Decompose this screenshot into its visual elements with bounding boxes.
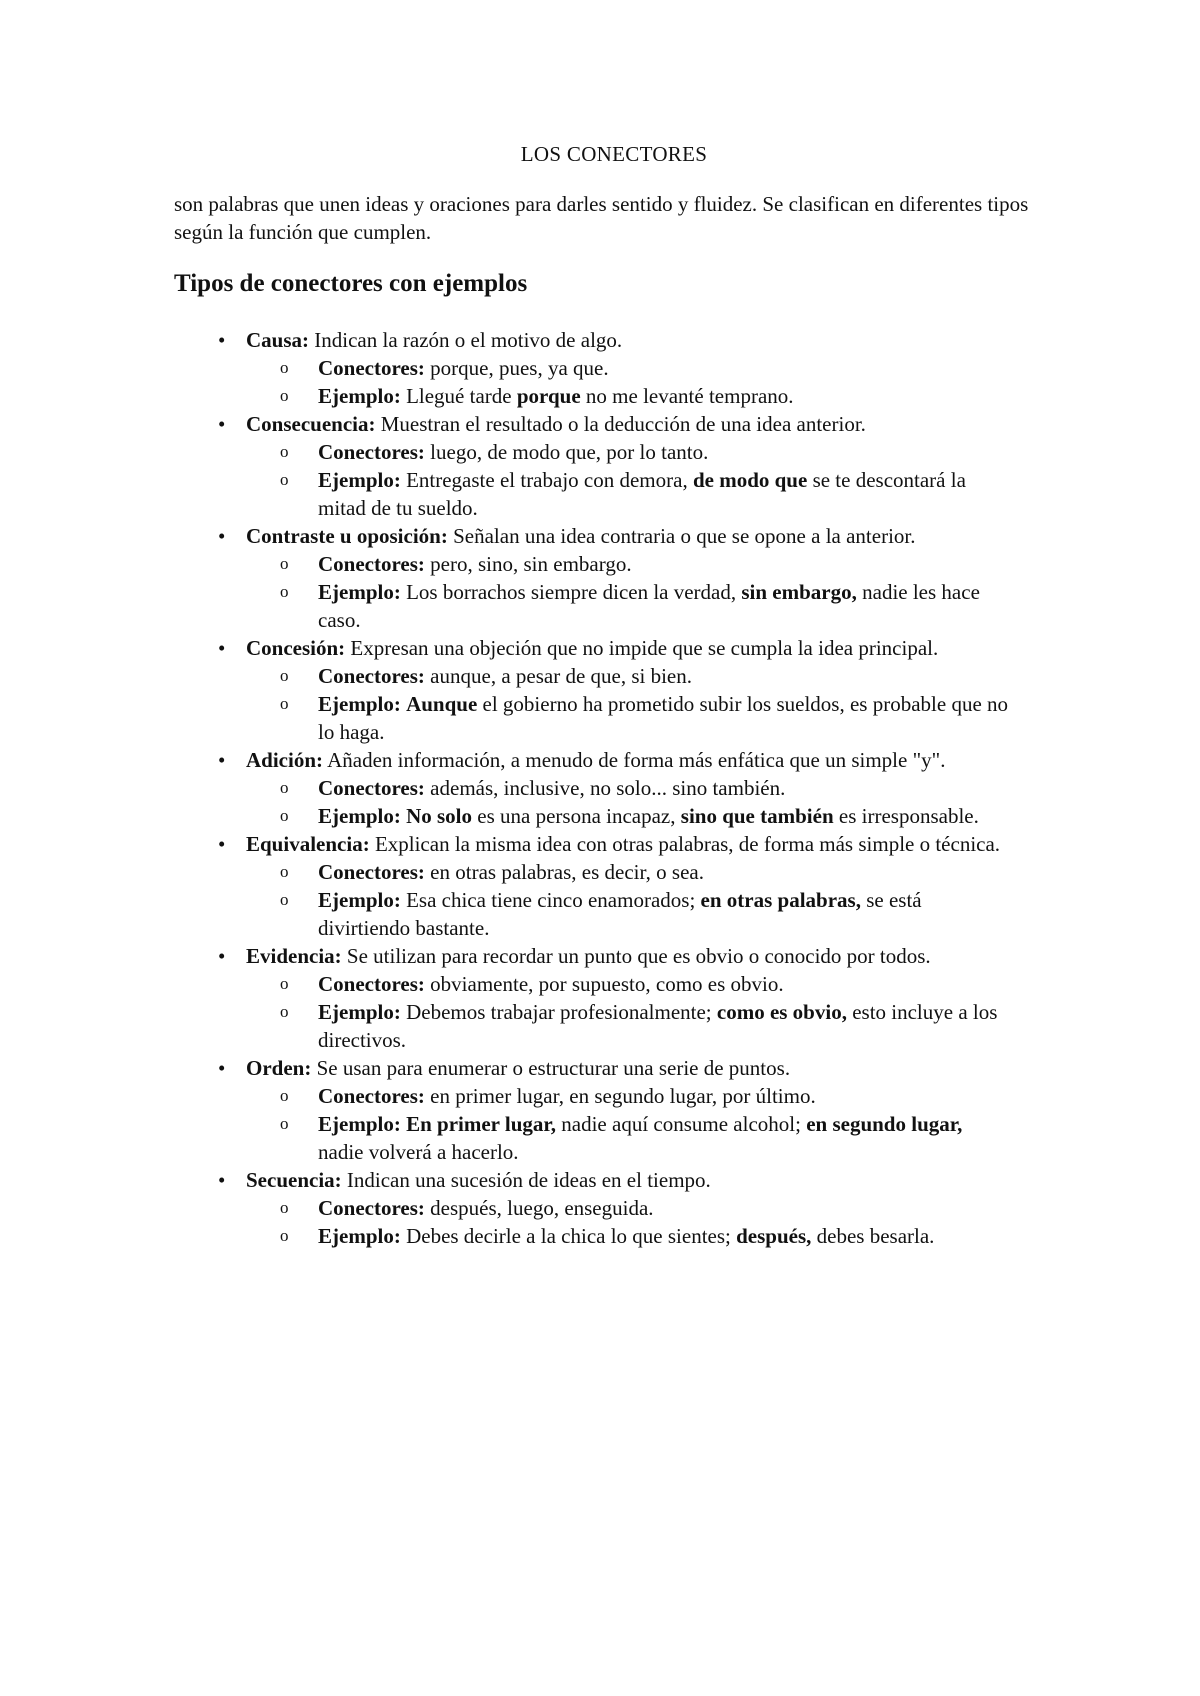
connector-types-list [174, 326, 1054, 1250]
connector-type-item [174, 1054, 1054, 1166]
connectors-label: Conectores: [318, 356, 425, 380]
connectors-value: después, luego, enseguida. [430, 1196, 654, 1220]
bullet-icon: • [218, 832, 226, 856]
example-label: Ejemplo: [318, 804, 401, 828]
connectors-item [246, 354, 1008, 382]
connectors-label: Conectores: [318, 1196, 425, 1220]
type-details-list [246, 438, 1054, 522]
example-label: Ejemplo: [318, 1112, 401, 1136]
connectors-value: en primer lugar, en segundo lugar, por último. [430, 1084, 816, 1108]
example-connector-highlight: Aunque [406, 692, 478, 716]
example-text: Los borrachos siempre dicen la verdad, [406, 580, 742, 604]
example-text: Debes decirle a la chica lo que sientes; [406, 1224, 737, 1248]
example-text: Esa chica tiene cinco enamorados; [406, 888, 701, 912]
sub-bullet-icon: o [280, 470, 289, 489]
sub-bullet-icon: o [280, 694, 289, 713]
example-text: no me levanté temprano. [580, 384, 794, 408]
type-description: Indican la razón o el motivo de algo. [314, 328, 623, 352]
bullet-icon: • [218, 328, 226, 352]
example-item [246, 802, 1008, 830]
document-page [174, 140, 1054, 1250]
bullet-icon: • [218, 524, 226, 548]
type-details-list [246, 774, 1054, 830]
example-label: Ejemplo: [318, 888, 401, 912]
sub-bullet-icon: o [280, 890, 289, 909]
sub-bullet-icon: o [280, 1086, 289, 1105]
sub-bullet-icon: o [280, 358, 289, 377]
sub-bullet-icon: o [280, 1114, 289, 1133]
sub-bullet-icon: o [280, 862, 289, 881]
type-description: Se utilizan para recordar un punto que es obvio o conocido por todos. [346, 944, 931, 968]
connectors-label: Conectores: [318, 972, 425, 996]
example-text: nadie volverá a hacerlo. [318, 1140, 519, 1164]
example-item [246, 382, 1008, 410]
connectors-value: luego, de modo que, por lo tanto. [430, 440, 709, 464]
example-text: nadie les hace caso. [318, 580, 980, 632]
type-details-list [246, 550, 1054, 634]
connectors-item [246, 774, 1008, 802]
connector-type-item [174, 522, 1054, 634]
type-name: Consecuencia: [246, 412, 376, 436]
type-name: Equivalencia: [246, 832, 370, 856]
type-description: Indican una sucesión de ideas en el tiempo. [346, 1168, 711, 1192]
type-details-list [246, 858, 1054, 942]
example-connector-highlight: No solo [406, 804, 473, 828]
type-description: Se usan para enumerar o estructurar una serie de puntos. [316, 1056, 791, 1080]
sub-bullet-icon: o [280, 442, 289, 461]
connectors-label: Conectores: [318, 1084, 425, 1108]
example-connector-highlight: porque [516, 384, 581, 408]
example-text: debes besarla. [811, 1224, 935, 1248]
type-name: Evidencia: [246, 944, 342, 968]
type-description: Añaden información, a menudo de forma más enfática que un simple "y". [327, 748, 946, 772]
connector-type-item [174, 942, 1054, 1054]
bullet-icon: • [218, 636, 226, 660]
connectors-item [246, 970, 1008, 998]
type-name: Concesión: [246, 636, 346, 660]
sub-bullet-icon: o [280, 1226, 289, 1245]
example-text: Entregaste el trabajo con demora, [406, 468, 693, 492]
connectors-item [246, 1194, 1008, 1222]
sub-bullet-icon: o [280, 554, 289, 573]
connectors-label: Conectores: [318, 664, 425, 688]
type-name: Contraste u oposición: [246, 524, 448, 548]
example-item [246, 1110, 1008, 1166]
example-text: se te descontará la mitad de tu sueldo. [318, 468, 966, 520]
connectors-item [246, 662, 1008, 690]
example-connector-highlight: como es obvio, [716, 1000, 847, 1024]
sub-bullet-icon: o [280, 1002, 289, 1021]
example-item [246, 998, 1008, 1054]
sub-bullet-icon: o [280, 806, 289, 825]
sub-bullet-icon: o [280, 386, 289, 405]
connectors-item [246, 1082, 1008, 1110]
type-details-list [246, 354, 1054, 410]
type-name: Adición: [246, 748, 324, 772]
connectors-label: Conectores: [318, 552, 425, 576]
type-description: Expresan una objeción que no impide que se cumpla la idea principal. [350, 636, 939, 660]
connectors-item [246, 550, 1008, 578]
example-connector-highlight: en otras palabras, [700, 888, 861, 912]
example-connector-highlight: en segundo lugar, [806, 1112, 963, 1136]
example-label: Ejemplo: [318, 692, 401, 716]
connectors-value: pero, sino, sin embargo. [430, 552, 632, 576]
section-heading: Tipos de conectores con ejemplos [174, 270, 528, 297]
type-description: Señalan una idea contraria o que se opone a la anterior. [453, 524, 916, 548]
sub-bullet-icon: o [280, 974, 289, 993]
example-text: se está divirtiendo bastante. [318, 888, 922, 940]
example-item [246, 886, 1008, 942]
document-title: LOS CONECTORES [520, 142, 708, 166]
connectors-value: obviamente, por supuesto, como es obvio. [430, 972, 784, 996]
connectors-item [246, 858, 1008, 886]
connector-type-item [174, 326, 1054, 410]
example-text: el gobierno ha prometido subir los sueldos, es probable que no lo haga. [318, 692, 1009, 744]
example-text: es una persona incapaz, [472, 804, 681, 828]
connectors-value: en otras palabras, es decir, o sea. [430, 860, 704, 884]
sub-bullet-icon: o [280, 666, 289, 685]
example-text: Llegué tarde [406, 384, 517, 408]
connectors-value: porque, pues, ya que. [430, 356, 609, 380]
example-label: Ejemplo: [318, 468, 401, 492]
example-item [246, 1222, 1008, 1250]
bullet-icon: • [218, 1056, 226, 1080]
connectors-label: Conectores: [318, 776, 425, 800]
example-label: Ejemplo: [318, 384, 401, 408]
intro-paragraph: son palabras que unen ideas y oraciones para darles sentido y fluidez. Se clasifican en diferentes tipos según la función que cumplen. [174, 192, 1029, 244]
example-connector-highlight: sino que también [680, 804, 834, 828]
type-details-list [246, 970, 1054, 1054]
type-name: Causa: [246, 328, 310, 352]
connector-type-item [174, 830, 1054, 942]
type-name: Orden: [246, 1056, 312, 1080]
example-text: Debemos trabajar profesionalmente; [406, 1000, 717, 1024]
connectors-item [246, 438, 1008, 466]
bullet-icon: • [218, 748, 226, 772]
example-item [246, 466, 1008, 522]
example-connector-highlight: después, [736, 1224, 812, 1248]
sub-bullet-icon: o [280, 1198, 289, 1217]
sub-bullet-icon: o [280, 582, 289, 601]
example-label: Ejemplo: [318, 1000, 401, 1024]
type-description: Explican la misma idea con otras palabras, de forma más simple o técnica. [374, 832, 1001, 856]
bullet-icon: • [218, 944, 226, 968]
connector-type-item [174, 746, 1054, 830]
connectors-value: además, inclusive, no solo... sino también. [430, 776, 786, 800]
example-label: Ejemplo: [318, 580, 401, 604]
connectors-label: Conectores: [318, 860, 425, 884]
type-details-list [246, 662, 1054, 746]
example-text: es irresponsable. [833, 804, 979, 828]
connectors-label: Conectores: [318, 440, 425, 464]
connectors-value: aunque, a pesar de que, si bien. [430, 664, 692, 688]
example-item [246, 690, 1008, 746]
connector-type-item [174, 634, 1054, 746]
sub-bullet-icon: o [280, 778, 289, 797]
bullet-icon: • [218, 1168, 226, 1192]
example-text: esto incluye a los directivos. [318, 1000, 998, 1052]
connector-type-item [174, 1166, 1054, 1250]
example-text: nadie aquí consume alcohol; [556, 1112, 807, 1136]
bullet-icon: • [218, 412, 226, 436]
example-label: Ejemplo: [318, 1224, 401, 1248]
type-details-list [246, 1082, 1054, 1166]
type-name: Secuencia: [246, 1168, 342, 1192]
type-description: Muestran el resultado o la deducción de una idea anterior. [380, 412, 866, 436]
example-connector-highlight: En primer lugar, [406, 1112, 557, 1136]
example-connector-highlight: sin embargo, [741, 580, 857, 604]
connector-type-item [174, 410, 1054, 522]
type-details-list [246, 1194, 1054, 1250]
example-connector-highlight: de modo que [692, 468, 808, 492]
example-item [246, 578, 1008, 634]
